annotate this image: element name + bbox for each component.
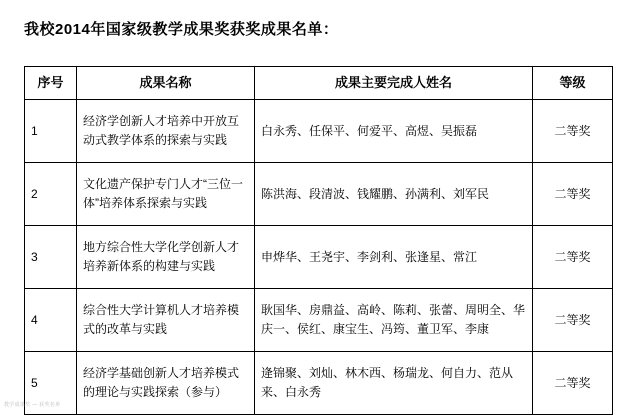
cell-no: 1 <box>25 100 77 163</box>
cell-people: 逄锦聚、刘灿、林木西、杨瑞龙、何自力、范从来、白永秀 <box>255 352 533 415</box>
cell-no: 4 <box>25 289 77 352</box>
column-header-level: 等级 <box>533 67 613 100</box>
table-row <box>25 226 613 289</box>
award-table-container <box>24 66 612 415</box>
cell-people: 白永秀、任保平、何爱平、高煜、吴振磊 <box>255 100 533 163</box>
column-header-people: 成果主要完成人姓名 <box>255 67 533 100</box>
cell-level: 二等奖 <box>533 163 613 226</box>
cell-people: 耿国华、房鼎益、高岭、陈莉、张蕾、周明全、华庆一、侯红、康宝生、冯筠、董卫军、李康 <box>255 289 533 352</box>
cell-people: 陈洪海、段清波、钱耀鹏、孙满利、刘军民 <box>255 163 533 226</box>
cell-achievement-name: 经济学基础创新人才培养模式的理论与实践探索（参与） <box>77 352 255 415</box>
award-table <box>24 66 613 415</box>
page-title: 我校2014年国家级教学成果奖获奖成果名单： <box>24 21 339 38</box>
table-row <box>25 289 613 352</box>
table-header <box>25 67 613 100</box>
column-header-no: 序号 <box>25 67 77 100</box>
cell-achievement-name: 综合性大学计算机人才培养模式的改革与实践 <box>77 289 255 352</box>
cell-no: 2 <box>25 163 77 226</box>
table-row <box>25 100 613 163</box>
cell-achievement-name: 经济学创新人才培养中开放互动式教学体系的探索与实践 <box>77 100 255 163</box>
page-watermark: 教学成果奖 — 获奖名单 <box>4 402 61 408</box>
cell-level: 二等奖 <box>533 100 613 163</box>
cell-level: 二等奖 <box>533 226 613 289</box>
cell-no: 5 <box>25 352 77 415</box>
table-header-row <box>25 67 613 100</box>
cell-no: 3 <box>25 226 77 289</box>
cell-level: 二等奖 <box>533 352 613 415</box>
table-row <box>25 352 613 415</box>
table-row <box>25 163 613 226</box>
column-header-name: 成果名称 <box>77 67 255 100</box>
cell-people: 申烨华、王尧宇、李剑利、张逢星、常江 <box>255 226 533 289</box>
cell-achievement-name: 文化遗产保护专门人才“三位一体”培养体系探索与实践 <box>77 163 255 226</box>
cell-achievement-name: 地方综合性大学化学创新人才培养新体系的构建与实践 <box>77 226 255 289</box>
cell-level: 二等奖 <box>533 289 613 352</box>
table-body <box>25 100 613 415</box>
